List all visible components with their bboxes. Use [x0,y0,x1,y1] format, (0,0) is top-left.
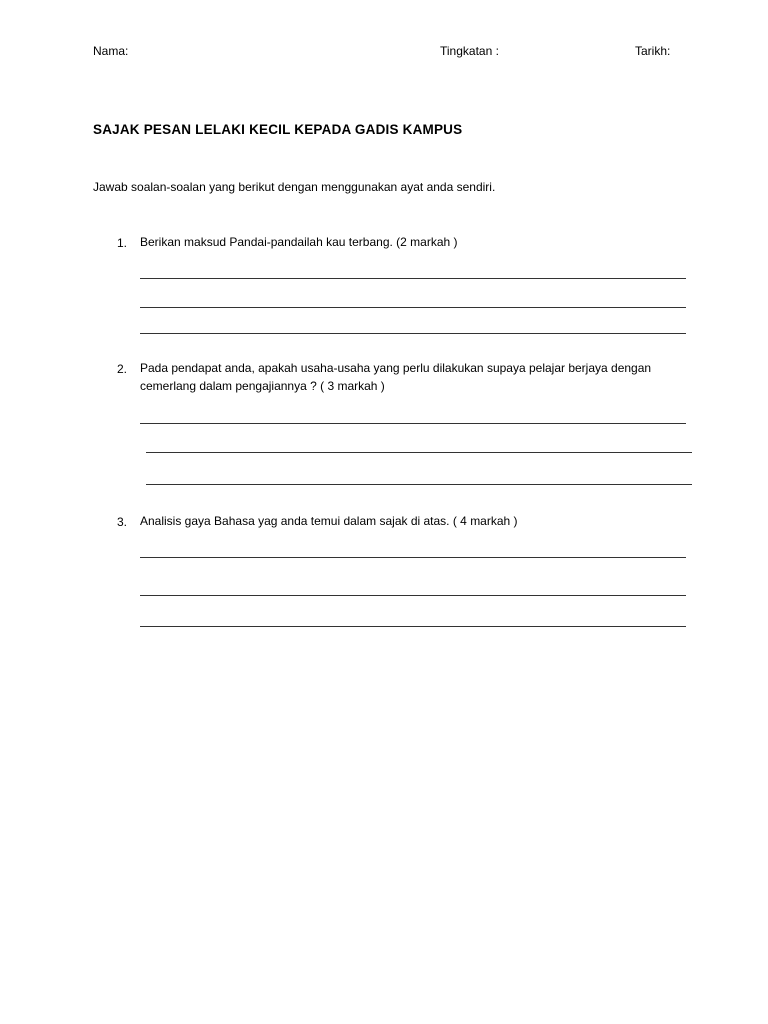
question-2-text: Pada pendapat anda, apakah usaha-usaha yang perlu dilakukan supaya pelajar berjaya dengan cemerlang dalam pengajiannya ? ( 3 markah ) [140,361,652,393]
question-1-text: Berikan maksud Pandai-pandailah kau terbang. (2 markah ) [140,235,458,249]
question-3-number: 3. [117,515,128,529]
question-3-text: Analisis gaya Bahasa yag anda temui dalam sajak di atas. ( 4 markah ) [140,514,518,528]
answer-line [140,423,686,424]
answer-line [140,307,686,308]
answer-line [140,333,686,334]
question-2-number: 2. [117,362,128,376]
answer-line [140,595,686,596]
question-1-number: 1. [117,236,128,250]
answer-line [140,626,686,627]
date-label: Tarikh: [635,44,671,58]
worksheet-title: SAJAK PESAN LELAKI KECIL KEPADA GADIS KAMPUS [93,122,463,137]
answer-line [146,484,692,485]
answer-line [146,452,692,453]
answer-line [140,557,686,558]
name-label: Nama: [93,44,129,58]
answer-line [140,278,686,279]
instruction-text: Jawab soalan-soalan yang berikut dengan menggunakan ayat anda sendiri. [93,180,496,194]
form-label: Tingkatan : [440,44,499,58]
